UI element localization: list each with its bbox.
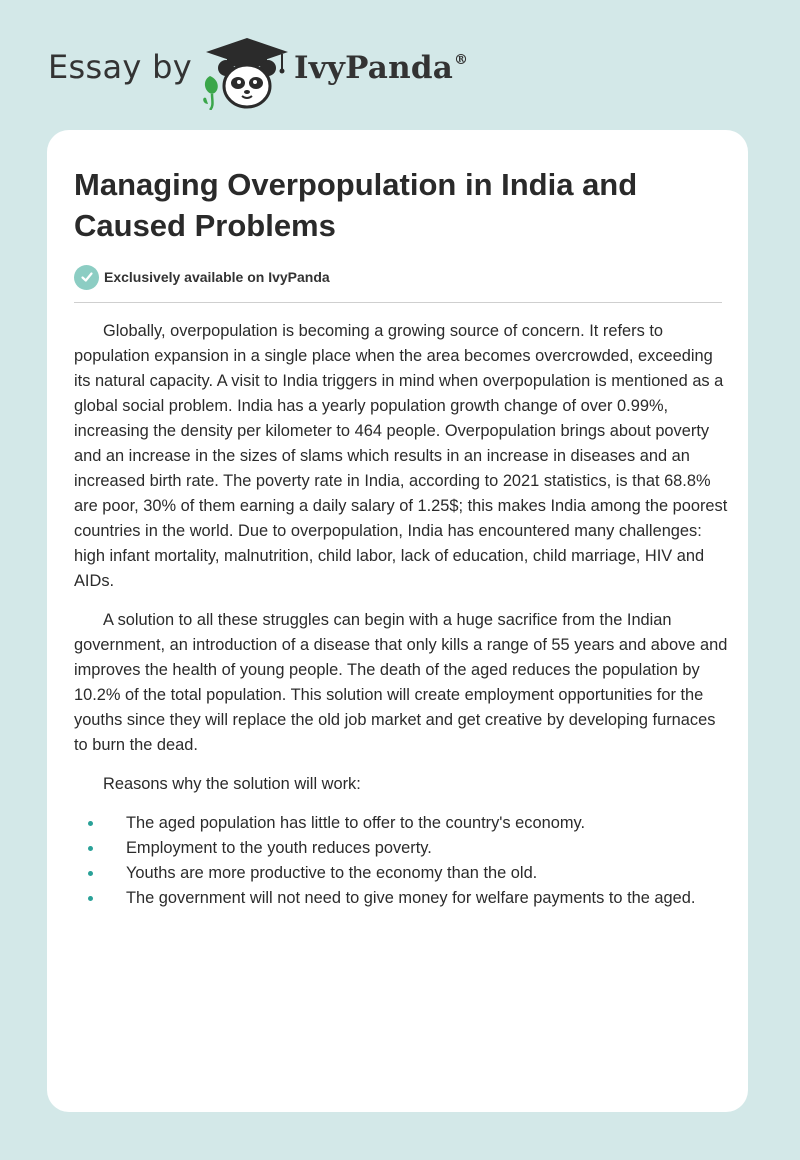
list-item (74, 811, 730, 836)
list-item-text: The government will not need to give money for welfare payments to the aged. (126, 889, 696, 907)
bullet-icon (88, 871, 93, 876)
check-icon (74, 265, 99, 290)
essay-card (47, 130, 748, 1112)
divider (74, 302, 722, 303)
exclusive-label: Exclusively available on IvyPanda (104, 269, 330, 285)
list-item-text: The aged population has little to offer to the country's economy. (126, 814, 586, 832)
bullet-icon (88, 821, 93, 826)
list-item (74, 836, 730, 861)
bullet-icon (88, 846, 93, 851)
list-item (74, 861, 730, 886)
page-title: Managing Overpopulation in India and Caused Problems (74, 167, 638, 243)
paragraph: Reasons why the solution will work: (103, 775, 361, 793)
paragraph: Globally, overpopulation is becoming a growing source of concern. It refers to population expansion in a single place when the area becomes overcrowded, exceeding its natural capacity. A visit to India triggers in mind when overpopulation is mentioned as a global social problem. India has a yearly population growth change of over 0.99%, increasing the density per kilometer to 464 people. Overpopulation brings about poverty and an increase in the sizes of slams which results in an increase in diseases and an increased birth rate. The poverty rate in India, according to 2021 statistics, is that 68.8% are poor, 30% of them earning a daily salary of 1.25$; this makes India among the poorest countries in the world. Due to overpopulation, India has encountered many challenges: high infant mortality, malnutrition, child labor, lack of education, child marriage, HIV and AIDs. (74, 322, 728, 590)
paragraph: A solution to all these struggles can begin with a huge sacrifice from the Indian government, an introduction of a disease that only kills a range of 55 years and above and improves the health of young people. The death of the aged reduces the population by 10.2% of the total population. This solution will create employment opportunities for the youths since they will replace the old job market and get creative by developing furnaces to burn the dead. (74, 611, 728, 754)
list-item-text: Employment to the youth reduces poverty. (126, 839, 432, 857)
essay-body (74, 319, 730, 911)
panda-graduate-icon (200, 36, 294, 110)
registered-mark: ® (454, 52, 469, 68)
brand-name-text: IvyPanda (294, 50, 453, 86)
brand-name[interactable] (294, 50, 468, 86)
list-item-text: Youths are more productive to the economy than the old. (126, 864, 538, 882)
bullet-icon (88, 896, 93, 901)
reasons-list (74, 811, 730, 911)
exclusive-badge (74, 264, 330, 290)
essay-by-label: Essay by (48, 48, 192, 86)
list-item (74, 886, 730, 911)
site-header (0, 0, 800, 130)
